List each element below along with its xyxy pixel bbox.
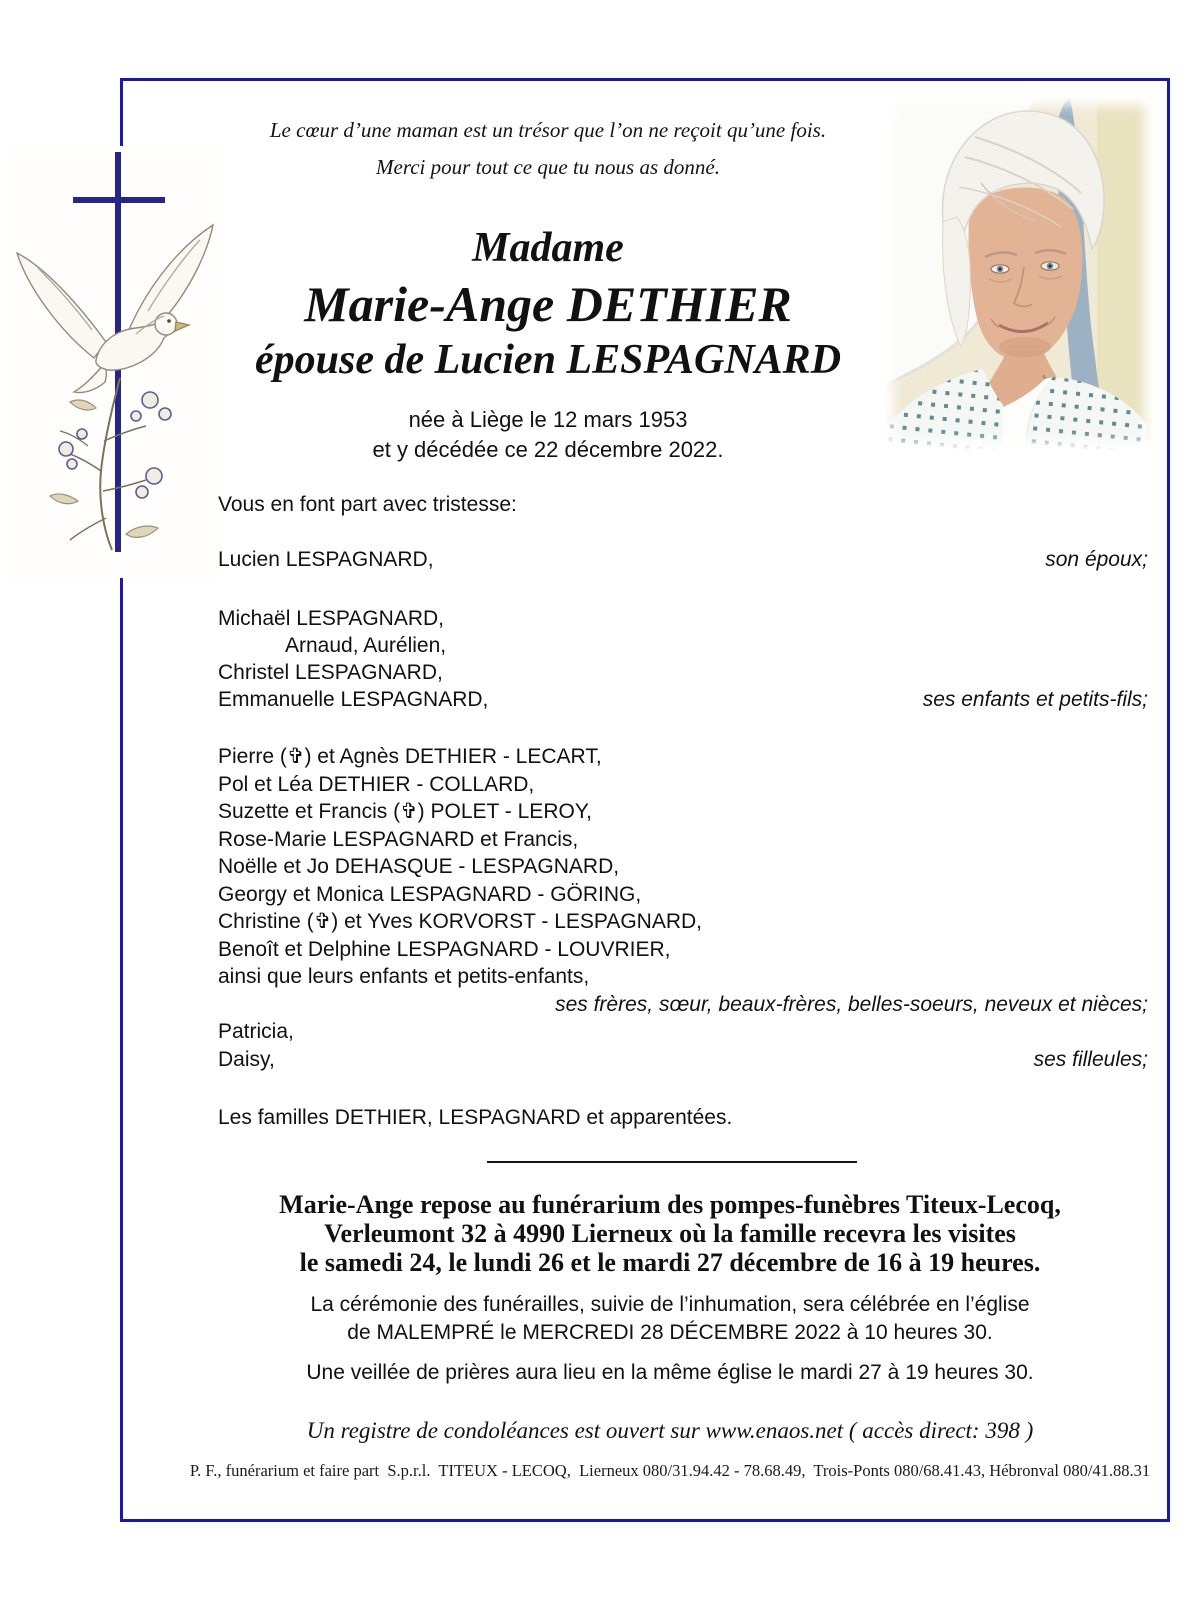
family-row bbox=[218, 908, 1148, 936]
life-dates bbox=[218, 405, 878, 465]
funerarium-line-3: le samedi 24, le lundi 26 et le mardi 27 décembre de 16 à 19 heures. bbox=[299, 1248, 1041, 1277]
family-row bbox=[218, 771, 1148, 799]
card-title: Madame bbox=[472, 225, 624, 271]
funerarium-line-1: Marie-Ange repose au funérarium des pompes-funèbres Titeux-Lecoq, bbox=[279, 1190, 1061, 1219]
family-row bbox=[218, 991, 1148, 1019]
separator-line bbox=[487, 1161, 857, 1163]
family-member: Christine (✞) et Yves KORVORST - LESPAGNARD, bbox=[218, 910, 703, 933]
family-row bbox=[218, 798, 1148, 826]
opening-quote bbox=[218, 112, 878, 186]
quote-line-1: Le cœur d’une maman est un trésor que l’on ne reçoit qu’une fois. bbox=[269, 118, 827, 142]
portrait-photo bbox=[885, 97, 1153, 449]
family-row bbox=[218, 743, 1148, 771]
family-member: Benoît et Delphine LESPAGNARD - LOUVRIER, bbox=[218, 937, 671, 961]
family-member: Georgy et Monica LESPAGNARD - GÖRING, bbox=[218, 882, 642, 906]
vigil-line: Une veillée de prières aura lieu en la même église le mardi 27 à 19 heures 30. bbox=[306, 1361, 1034, 1384]
family-row bbox=[218, 605, 1148, 632]
relation-label: ses enfants et petits-fils; bbox=[922, 688, 1148, 711]
flowers-sketch bbox=[50, 378, 171, 550]
cross-dove-illustration bbox=[8, 146, 222, 578]
family-row bbox=[218, 686, 1148, 713]
family-group-spouse bbox=[218, 548, 1148, 572]
cross-dove-artwork bbox=[8, 146, 222, 578]
spouse-line: épouse de Lucien LESPAGNARD bbox=[254, 337, 842, 383]
family-row bbox=[218, 853, 1148, 881]
family-row bbox=[218, 963, 1148, 991]
family-row bbox=[218, 548, 1148, 572]
relation-label: son époux; bbox=[1045, 548, 1148, 571]
funeral-paragraph bbox=[170, 1291, 1170, 1347]
relation-label: ses filleules; bbox=[1033, 1047, 1148, 1071]
family-member: Daisy, bbox=[218, 1047, 275, 1071]
family-row bbox=[218, 936, 1148, 964]
family-member: Pierre (✞) et Agnès DETHIER - LECART, bbox=[218, 745, 602, 768]
family-member: Rose-Marie LESPAGNARD et Francis, bbox=[218, 827, 579, 851]
funeral-line-1: La cérémonie des funérailles, suivie de l’inhumation, sera célébrée en l’église bbox=[310, 1293, 1030, 1316]
family-group-siblings bbox=[218, 743, 1148, 1073]
quote-line-2: Merci pour tout ce que tu nous as donné. bbox=[376, 155, 720, 179]
funerarium-line-2: Verleumont 32 à 4990 Lierneux où la famille recevra les visites bbox=[324, 1219, 1016, 1248]
announcement-line: Vous en font part avec tristesse: bbox=[218, 493, 517, 516]
family-member: Patricia, bbox=[218, 1020, 294, 1043]
family-member: ainsi que leurs enfants et petits-enfants, bbox=[218, 965, 590, 988]
family-member: Noëlle et Jo DEHASQUE - LESPAGNARD, bbox=[218, 855, 620, 878]
relation-label: ses frères, sœur, beaux-frères, belles-soeurs, neveux et nièces; bbox=[555, 992, 1148, 1016]
families-line: Les familles DETHIER, LESPAGNARD et apparentées. bbox=[218, 1106, 733, 1129]
family-member: Christel LESPAGNARD, bbox=[218, 661, 443, 684]
condolence-register-line: Un registre de condoléances est ouvert sur www.enaos.net ( accès direct: 398 ) bbox=[306, 1418, 1034, 1443]
family-member: Pol et Léa DETHIER - COLLARD, bbox=[218, 772, 535, 796]
family-row bbox=[218, 1046, 1148, 1074]
family-row bbox=[218, 881, 1148, 909]
family-member: Suzette et Francis (✞) POLET - LEROY, bbox=[218, 800, 592, 823]
family-member: Lucien LESPAGNARD, bbox=[218, 548, 434, 571]
family-member: Arnaud, Aurélien, bbox=[285, 634, 447, 657]
funeral-home-footer: P. F., funérarium et faire part S.p.r.l. TITEUX - LECOQ, Lierneux 080/31.94.42 - 78.68.49, Trois-Ponts 080/68.41.43, Hébronval 080/41.88.31 bbox=[189, 1461, 1151, 1480]
family-row bbox=[218, 659, 1148, 686]
family-member: Emmanuelle LESPAGNARD, bbox=[218, 688, 489, 711]
funeral-line-2: de MALEMPRÉ le MERCREDI 28 DÉCEMBRE 2022 à 10 heures 30. bbox=[347, 1321, 993, 1344]
family-group-children bbox=[218, 605, 1148, 713]
birth-line: née à Liège le 12 mars 1953 bbox=[408, 407, 688, 432]
family-member: Michaël LESPAGNARD, bbox=[218, 607, 445, 630]
family-row bbox=[218, 1018, 1148, 1046]
deceased-name: Marie-Ange DETHIER bbox=[304, 276, 792, 332]
family-row bbox=[218, 826, 1148, 854]
funerarium-paragraph bbox=[170, 1190, 1170, 1277]
death-line: et y décédée ce 22 décembre 2022. bbox=[372, 437, 724, 462]
family-row bbox=[218, 632, 1148, 659]
